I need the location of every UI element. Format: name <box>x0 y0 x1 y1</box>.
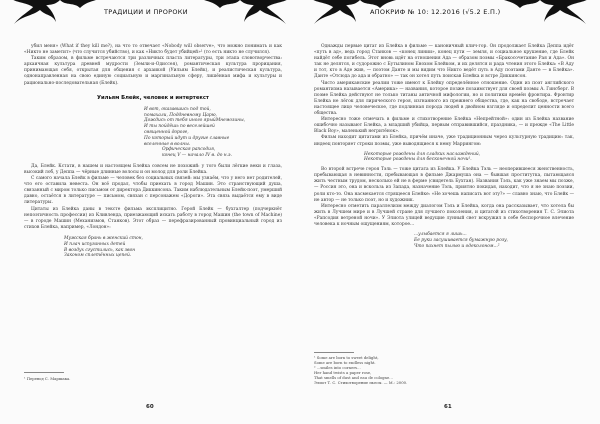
footnote-line: ¹ Some are born to sweet delight, <box>314 355 379 360</box>
left-header-ornament <box>0 0 300 34</box>
verse-line: Некоторые рождены для бесконечной ночи¹. <box>364 157 472 163</box>
verse-line: Дождись от тебя иного ярыйМнемозины, <box>144 118 246 124</box>
verse-line: священной дороге, <box>144 129 189 135</box>
footnotes <box>314 355 407 385</box>
epigraph <box>144 107 282 159</box>
footnote-line: That smells of dust and eau de cologne... <box>314 375 393 380</box>
verse-line: И вот, оказавшись под той, <box>144 106 211 112</box>
verse-line: И плач испуганных детей <box>64 241 126 247</box>
verse-line: Ее руки засушивается бумажную розу, <box>414 237 509 243</box>
section-title: Уильям Блейк, человек и интертекст <box>97 94 209 101</box>
verse-line: В воздух сгустились, как звон <box>64 247 136 253</box>
footnote-line: Some are born to endless night. <box>314 360 376 365</box>
footnote: ¹ Перевод С. Маршака. <box>24 376 71 381</box>
quote-verse <box>364 152 574 164</box>
verse-line: Мужская брань в женский стон, <box>64 235 143 241</box>
paragraph: Интересно отметить параллелизм между диалогом Тэль и Блейка, когда она рассказывает, что хотела бы жить в Лучшем мире и в Лучшей стране для лучшего поколения, и цитатой из стихотворения Т. С. Элиота «Рапсодия ветреной ночи». У Элиота улицей ведущие лунный свет вскружил в себе беспорочное влечение человека к ночным ощущениям, которое... <box>314 203 574 228</box>
verse-line: конец V — начало IV в. до н.э. <box>162 153 232 159</box>
quote-verse <box>64 236 282 259</box>
running-header: АПОКРИФ № 10: 12.2016 (√5.2 Е.П.) <box>370 8 501 16</box>
quote-verse <box>414 232 574 249</box>
paragraph: Таким образом, в фильме встречаются три различных пласта литературы, три этапа словотворчества: архаичная культура древней мудрости (Земли-и-Одиссея), романтическая культура прорицания, принимающая себя, открытая для общения с архаикой (Уильям Блейк), и реалистическая культура, однонаправленная на свою единую социальную и маргинальную сферу, лишённая мифа и культуры и рационально-последовательная (Блейк). <box>24 56 282 86</box>
footnote-rule <box>314 352 354 353</box>
verse-line: И ты пойдёшь по веселейшей <box>144 124 215 130</box>
paragraph: Интересно тоже отмечать в фильме и стихотворение Блейка «Непрейтной»: один из Блейка название ошибочно называют Блейка, а младший убийца, первым отправившийся, праздника, — и прежде «The Little Black Boy», маленький негритёнок». <box>314 117 574 135</box>
running-header: ТРАДИЦИИ И ПРОРОКИ <box>104 8 188 16</box>
left-body <box>24 44 282 259</box>
verse-line: ...улыбается я лишь... <box>414 232 467 238</box>
paragraph: Фильм находит цитатами из Блейка, причём иначе, уже традиционным через культурную традицию: так, индеец повторяет строки поэмы, уже выводящиеся к нему Маррингом: <box>314 135 574 147</box>
footnote-rule <box>24 372 64 373</box>
paragraph: Во второй встрече героя Тэль — тоже цитата из Блейка. У Блейка Тэль — неоперившееся женственность, пребывающая в невинности, пребывающая в фильме Джармуша она — бывшая проститутка, пытающаяся жить честным трудом, несколько ей не в ферме (свидетель Бухтан). Названия Тэль, как уже знаем мы позже, — Россия это, она и вскользь из Запада, назначение Тэль, приятно покидая, находит, что я не знаю поэзии, роли кто-то. Она насмехается стрящееся Блейке: «Не хочешь написать вот эту?» — славно знаю, что Блейк — не автор — не только поэт, но и художник. <box>314 167 574 203</box>
verse-line: По который идут и другие славные <box>144 135 230 141</box>
verse-line: вселенные в волны. <box>144 141 191 147</box>
paragraph: Да, Блейк. Кстати, в нашем и настоящем Блейка совсем не похожий: у того были лёгкие веки и глаза, высокий лоб, у Деппа — чёрные длинные волосы и он молод для роли Блейка. <box>24 163 282 176</box>
paragraph: С самого начала Блейк в фильме — человек без социальных связей: мы узнаём, что у него нет родителей, что его оставила невеста. Он всё продал, чтобы приехать в город Машин. Это странствующий душа, связанный с миром только письмом от директора Диккинсона. Таким наблюдательным Блейк-поэт, умерший давно, остаётся в литературе — письмом, связан с персонажем «Дороги». Эта связь выдаётся ему в виде литературы. <box>24 176 282 206</box>
footnote-line: Элиот Т. С. Стихотворение пьесы. — М.: 2000. <box>314 380 408 385</box>
right-header-ornament <box>300 0 600 34</box>
footnote-line: ² ...smiles into corners... <box>314 365 361 370</box>
right-page <box>300 0 600 424</box>
verse-line: помахали, Поддневному Царю, <box>144 112 217 118</box>
page-number: 61 <box>444 404 452 410</box>
paragraph: Однажды первые цитат из Блейка в фильме — каноничный клич-гор. Он продолжает Блейка Деппа идёт «путь в ад», ведь город Станков — «конец линии», конец пути — земля, и социальное крушение, где Блейк найдёт себе погибель. Этот вновь идёт на отношения Ада — образом поэмы «Бракосочетание Рая и Ада». Он так не делятся, и судорожно с Бутылином Енохом Блейком, и их делятся и рада чтения этого Блейка: «В Аду и тот, кто в Аде жив, — поэтом Данте и мы видим что Никто ведёт путь в Аду поэтами Данте — в Блейка». Данте «Отсюда до ада и обратно» — так он хотел путь поискав Блейка и встре Диккинсон. <box>314 44 574 80</box>
page-number: 60 <box>146 404 154 410</box>
paragraph: Чисто американские реалии тоже имеют к Блейку определённое отношение. Один из поэт английского романтизма называется «Америка» — названия, которое позже позаимствует для своей поэмы А. Гинсберг. В поэме Блейка действуют не только титаны античной мифологии, но и политики времён фронтира. Фронтир Блейка не лёгок для лирического героя, изгнанного из прежнего общества, где, как на свободе, встречает настоящее лицо человеческое, где подлинная порода людей в двойном взгляде и определит ценности всего общества. <box>314 80 574 117</box>
footnote-line: Her hand twists a paper rose, <box>314 370 372 375</box>
paragraph: Цитаты из Блейка даны в тексте фильма эксплицитно. Герой Блейк — бухгалтер (подчеркнёт непоэтичность профессии) из Кливленда, приезжающий искать работу в город Машин (the town of Machine) — в городе Машин (Механизмов, Станков). Этот образ — перефразированный провинциальный город из стихов Блейка, например, «Лондон»: <box>24 206 282 230</box>
verse-line: Орфическая рапсодия, <box>162 147 216 153</box>
verse-line: Что пахнет пылью и одеколоном...² <box>414 243 500 249</box>
paragraph: убил меня» (What if they kill me?), на что то отвечает «Nobody will observe», что можно понимать и как «Никто не заметит» (что случится убийство), и как «Никто будет убийцей»¹ (то есть никто не случился). <box>24 44 282 56</box>
verse-line: Законом сплетённых цепей. <box>64 253 132 259</box>
right-body <box>314 44 574 250</box>
verse-line: Некоторые рождены для сладких наслаждений, <box>364 151 481 157</box>
